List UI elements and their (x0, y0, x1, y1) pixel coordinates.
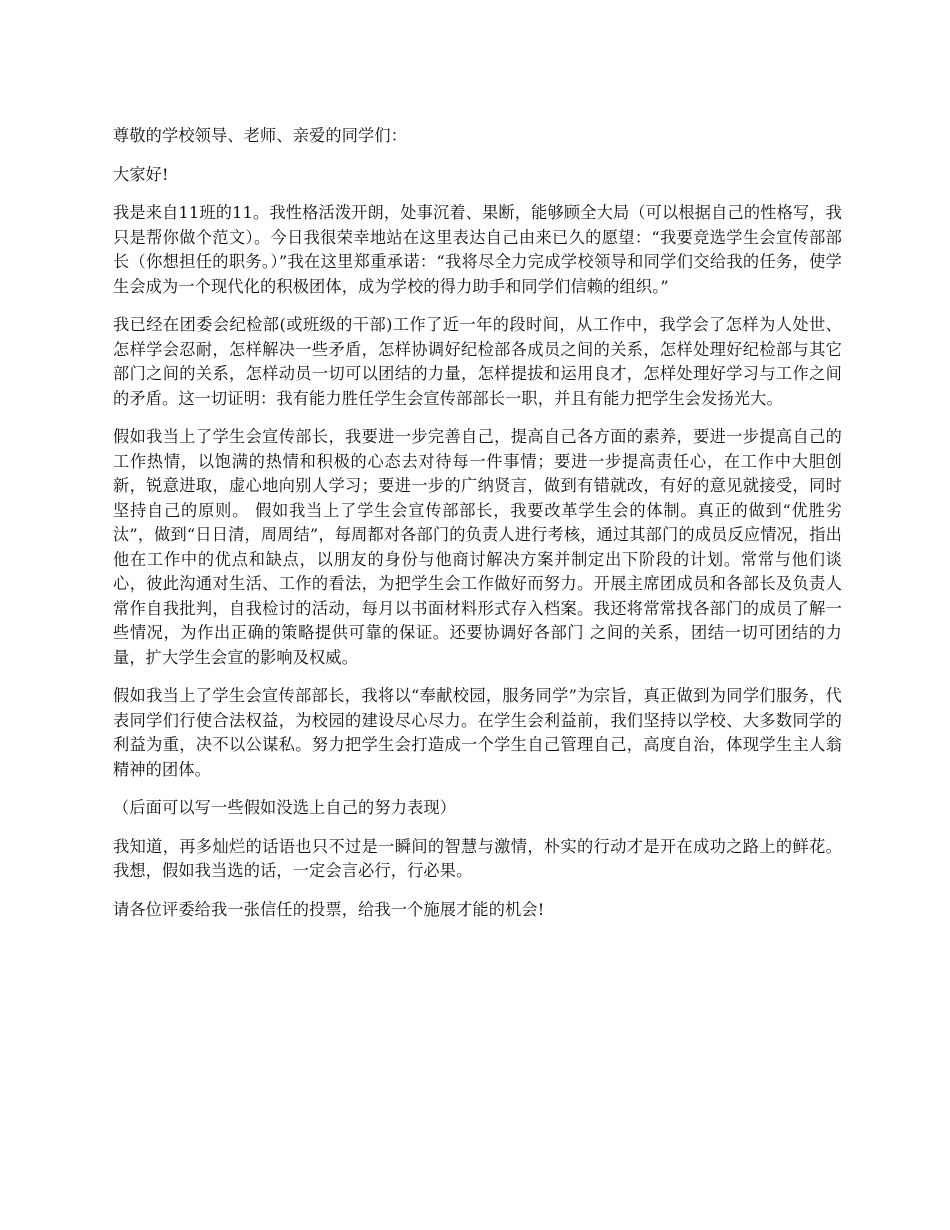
paragraph-note: （后面可以写一些假如没选上自己的努力表现） (113, 798, 457, 817)
paragraph-introduction: 我是来自11班的11。我性格活泼开朗，处事沉着、果断，能够顾全大局（可以根据自己的性格写，我只是帮你做个范文）。今日我很荣幸地站在这里表达自己由来已久的愿望：“我要竞选学生会宣传部部长（你想担任的职务。）”我在这里郑重承诺：“我将尽全力完成学校领导和同学们交给我的任务，使学生会成为一个现代化的积极团体，成为学校的得力助手和同学们信赖的组织。” (113, 203, 842, 296)
document-body (113, 124, 842, 922)
greeting: 大家好! (113, 164, 169, 184)
paragraph-closing: 我知道，再多灿烂的话语也只不过是一瞬间的智慧与激情，朴实的行动才是开在成功之路上的鲜花。我想，假如我当选的话，一定会言必行，行必果。 (113, 836, 842, 880)
paragraph-experience: 我已经在团委会纪检部(或班级的干部)工作了近一年的段时间，从工作中，我学会了怎样为人处世、怎样学会忍耐，怎样解决一些矛盾，怎样协调好纪检部各成员之间的关系，怎样处理好纪检部与其它部门之间的关系，怎样动员一切可以团结的力量，怎样提拔和运用良才，怎样处理好学习与工作之间的矛盾。这一切证明：我有能力胜任学生会宣传部部长一职，并且有能力把学生会发扬光大。 (113, 315, 842, 408)
salutation: 尊敬的学校领导、老师、亲爱的同学们： (113, 126, 408, 145)
paragraph-purpose: 假如我当上了学生会宣传部部长，我将以“奉献校园，服务同学”为宗旨，真正做到为同学们服务，代表同学们行使合法权益，为校园的建设尽心尽力。在学生会利益前，我们坚持以学校、大多数同学的利益为重，决不以公谋私。努力把学生会打造成一个学生自己管理自己，高度自治，体现学生主人翁精神的团体。 (113, 686, 842, 779)
paragraph-plans: 假如我当上了学生会宣传部长，我要进一步完善自己，提高自己各方面的素养，要进一步提高自己的工作热情，以饱满的热情和积极的心态去对待每一件事情；要进一步提高责任心，在工作中大胆创新，锐意进取，虚心地向别人学习；要进一步的广纳贤言，做到有错就改，有好的意见就接受，同时坚持自己的原则。 假如我当上了学生会宣传部部长，我要改革学生会的体制。真正的做到“优胜劣汰”，做到“日日清，周周结”，每周都对各部门的负责人进行考核，通过其部门的成员反应情况，指出他在工作中的优点和缺点，以朋友的身份与他商讨解决方案并制定出下阶段的计划。常常与他们谈心，彼此沟通对生活、工作的看法，为把学生会工作做好而努力。开展主席团成员和各部长及负责人常作自我批判，自我检讨的活动，每月以书面材料形式存入档案。我还将常常找各部门的成员了解一些情况，为作出正确的策略提供可靠的保证。还要协调好各部门 之间的关系，团结一切可团结的力量，扩大学生会宣的影响及权威。 (113, 427, 842, 667)
paragraph-appeal: 请各位评委给我一张信任的投票，给我一个施展才能的机会! (113, 899, 545, 919)
